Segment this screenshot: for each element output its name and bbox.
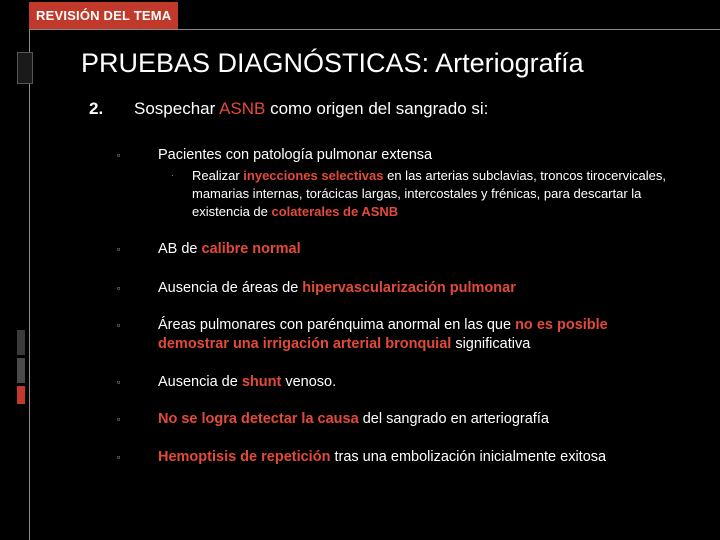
sub-list-item (192, 167, 677, 221)
sub-item-text: Realizar (192, 168, 244, 183)
item-highlight: no es posible (515, 317, 608, 333)
decorative-bar (17, 52, 33, 84)
item-text: AB de (158, 241, 202, 257)
item-text: tras una embolización inicialmente exitosa (330, 449, 607, 465)
item-highlight: calibre normal (201, 241, 301, 257)
sub-bullet-icon: · (171, 171, 174, 180)
section-tag: REVISIÓN DEL TEMA (29, 2, 178, 29)
item-text: Ausencia de (158, 374, 242, 390)
sub-item-highlight: colaterales de ASNB (271, 204, 399, 219)
heading-prefix: Sospechar (134, 99, 220, 118)
item-highlight: hipervascularización pulmonar (302, 280, 516, 296)
item-highlight: Hemoptisis de repetición (158, 449, 331, 465)
decorative-block (17, 358, 25, 383)
decorative-block (17, 330, 25, 355)
list-item (158, 448, 678, 467)
list-item (158, 410, 678, 429)
page-title: PRUEBAS DIAGNÓSTICAS: Arteriografía (81, 48, 584, 78)
section-number: 2. (89, 99, 104, 118)
bullet-icon: ▫ (117, 414, 121, 424)
list-item (158, 240, 678, 259)
item-highlight: demostrar una irrigación arterial bronquial (158, 336, 452, 352)
list-item (158, 279, 678, 298)
bullet-icon: ▫ (117, 150, 121, 160)
item-highlight: No se logra detectar la causa (158, 411, 359, 427)
heading-suffix: como origen del sangrado si: (265, 99, 489, 118)
item-highlight: shunt (241, 374, 282, 390)
item-text: venoso. (281, 374, 337, 390)
heading-highlight: ASNB (219, 99, 266, 118)
section-heading (134, 99, 488, 119)
item-text: Áreas pulmonares con parénquima anormal en las que (158, 317, 516, 333)
list-item (158, 316, 678, 354)
bullet-icon: ▫ (117, 377, 121, 387)
item-text: del sangrado en arteriografía (358, 411, 549, 427)
bullet-icon: ▫ (117, 452, 121, 462)
bullet-icon: ▫ (117, 244, 121, 254)
item-text: Ausencia de áreas de (158, 280, 303, 296)
sub-item-highlight: inyecciones selectivas (243, 168, 384, 183)
item-text: significativa (451, 336, 531, 352)
bullet-icon: ▫ (117, 283, 121, 293)
decorative-block (17, 386, 25, 404)
item-text: Pacientes con patología pulmonar extensa (158, 147, 433, 163)
sub-item-text: en las arterias subclavias, troncos tirocervicales, mamarias internas, torácicas largas, intercostales y frénicas, para descartar la existencia de (192, 168, 667, 219)
bullet-icon: ▫ (117, 320, 121, 330)
list-item (158, 146, 678, 165)
list-item (158, 373, 678, 392)
